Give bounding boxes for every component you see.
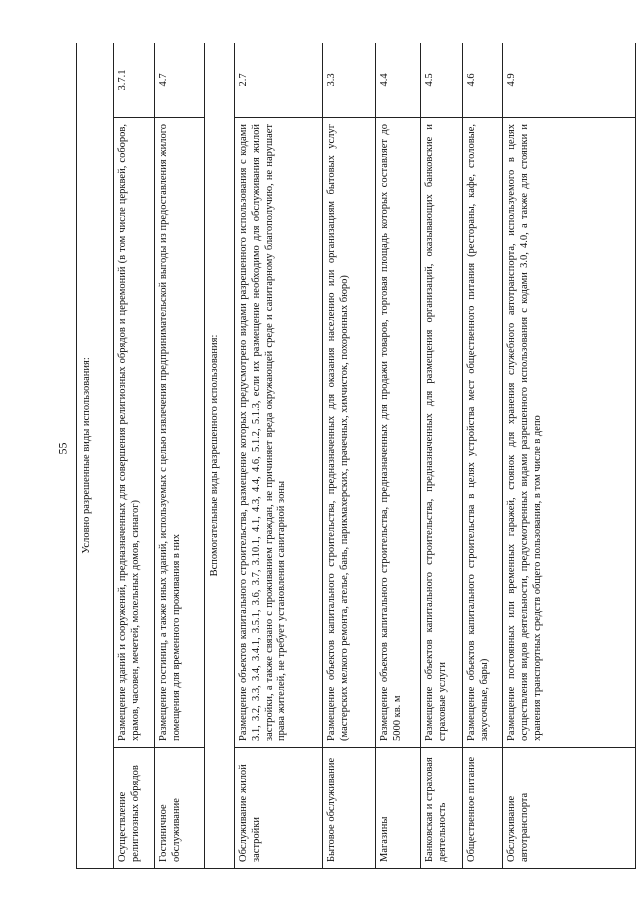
use-code-cell: 3.7.1 xyxy=(114,43,155,118)
use-name-cell: Осуществление религиозных обрядов xyxy=(114,748,155,869)
use-code-cell: 4.6 xyxy=(463,43,503,118)
table-row xyxy=(323,43,376,869)
use-description-cell: Размещение объектов капитального строительства, предназначенных для размещения организаций, оказывающих банковские и страховые услуги xyxy=(421,118,463,748)
use-code-cell: 4.9 xyxy=(503,43,636,118)
use-description-cell: Размещение объектов капитального строительства в целях устройства мест общественного питания (рестораны, кафе, столовые, закусочные, бары) xyxy=(463,118,503,748)
table-row xyxy=(155,43,205,869)
table-row xyxy=(114,43,155,869)
section-header-row xyxy=(77,43,114,869)
use-description-cell: Размещение постоянных или временных гаражей, стоянок для хранения служебного автотранспорта, используемого в целях осуществления видов деятельности, предусмотренных видами разрешенного использования с кодами 3.0, 4.0, а также для стоянки и хранения транспортных средств общего пользования, в том числе в депо xyxy=(503,118,636,748)
use-name-cell: Магазины xyxy=(376,748,421,869)
auxiliary-uses-heading: Вспомогательные виды разрешенного использования: xyxy=(205,43,235,869)
table-row xyxy=(235,43,323,869)
table-row xyxy=(503,43,636,869)
use-code-cell: 3.3 xyxy=(323,43,376,118)
table-row xyxy=(463,43,503,869)
use-description-cell: Размещение объектов капитального строительства, предназначенных для оказания населению или организациям бытовых услуг (мастерских мелкого ремонта, ателье, бань, парикмахерских, прачечных, химчисток, похоронных бюро) xyxy=(323,118,376,748)
use-name-cell: Гостиничное обслуживание xyxy=(155,748,205,869)
use-name-cell: Общественное питание xyxy=(463,748,503,869)
use-code-cell: 4.4 xyxy=(376,43,421,118)
use-code-cell: 4.7 xyxy=(155,43,205,118)
section-header-row xyxy=(205,43,235,869)
page-number: 55 xyxy=(55,442,70,455)
use-name-cell: Бытовое обслуживание xyxy=(323,748,376,869)
use-code-cell: 4.5 xyxy=(421,43,463,118)
rotated-table-canvas xyxy=(76,43,636,869)
use-name-cell: Обслуживание автотранспорта xyxy=(503,748,636,869)
use-description-cell: Размещение объектов капитального строительства, предназначенных для продажи товаров, торговая площадь которых составляет до 5000 кв. м xyxy=(376,118,421,748)
table-row xyxy=(376,43,421,869)
land-use-table xyxy=(76,43,636,869)
use-name-cell: Банковская и страховая деятельность xyxy=(421,748,463,869)
rotated-table-frame xyxy=(76,43,636,869)
table-row xyxy=(421,43,463,869)
use-description-cell: Размещение объектов капитального строительства, размещение которых предусмотрено видами разрешенного использования с кодами 3.1, 3.2, 3.3, 3.4, 3.4.1, 3.5.1, 3.6, 3.7, 3.10.1, 4.1, 4.3, 4.4, 4.6, 5.1.2, 5.1.3, если их размещение необходимо для обслуживания жилой застройки, а также связано с проживанием граждан, не причиняет вреда окружающей среде и санитарному благополучию, не нарушает права жителей, не требует установления санитарной зоны xyxy=(235,118,323,748)
use-description-cell: Размещение зданий и сооружений, предназначенных для совершения религиозных обрядов и церемоний (в том числе церквей, соборов, храмов, часовен, мечетей, молельных домов, синагог) xyxy=(114,118,155,748)
conditional-uses-heading: Условно разрешенные виды использования: xyxy=(77,43,114,869)
use-name-cell: Обслуживание жилой застройки xyxy=(235,748,323,869)
use-description-cell: Размещение гостиниц, а также иных зданий, используемых с целью извлечения предпринимательской выгоды из предоставления жилого помещения для временного проживания в них xyxy=(155,118,205,748)
use-code-cell: 2.7 xyxy=(235,43,323,118)
